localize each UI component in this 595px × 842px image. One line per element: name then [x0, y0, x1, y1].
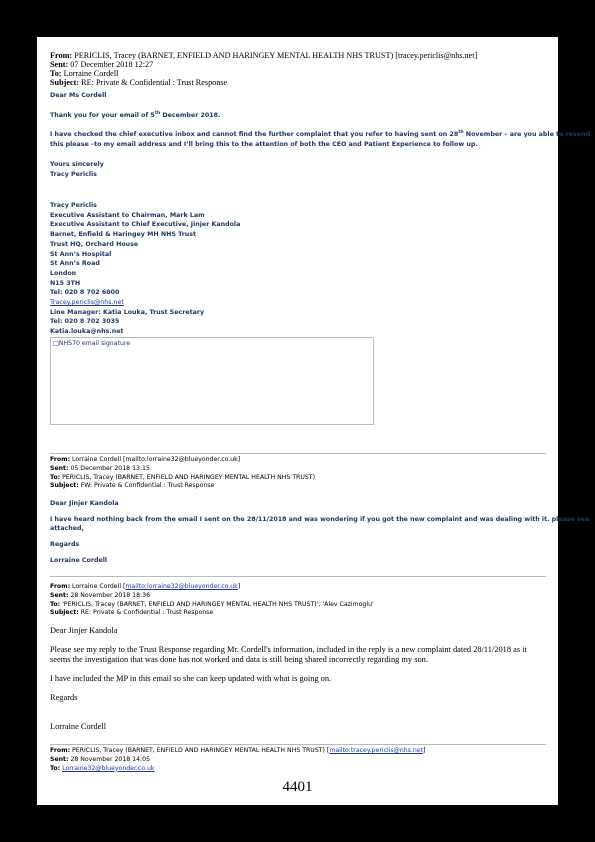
greeting: Dear Ms Cordell: [50, 92, 107, 99]
subject-line: Subject: RE: Private & Confidential : Trust Response: [50, 609, 214, 617]
sent-line: Sent: 28 November 2018 18:36: [50, 591, 151, 599]
broken-image-alt-text: □NHS70 email signature: [53, 340, 131, 347]
email-body-2: [50, 499, 589, 566]
from-line: From: Lorraine Cordell [mailto:lorraine32@blueyonder.co.uk]: [50, 583, 241, 590]
to-line: To: PERICLIS, Tracey (BARNET, ENFIELD AND HARINGEY MENTAL HEALTH NHS TRUST): [50, 473, 316, 481]
sent-line: Sent: 05 December 2018 13:15: [50, 464, 150, 472]
signature-line: Barnet, Enfield & Haringey MH NHS Trust: [50, 231, 197, 239]
para-line: this please –to my email address and I’ll bring this to the attention of both the CEO and Patient Experience to follow up.: [50, 141, 478, 149]
subject-line: Subject: FW: Private & Confidential : Trust Response: [50, 482, 215, 490]
line-manager: Line Manager: Katia Louka, Trust Secretary: [50, 308, 205, 316]
signature-line: St Ann’s Road: [50, 260, 100, 268]
signature-line: Executive Assistant to Chief Executive, Jinjer Kandola: [50, 221, 241, 229]
signature-line: N15 3TH: [50, 279, 81, 287]
para-line: I have included the MP in this email so she can keep updated with what is going on.: [50, 674, 332, 683]
document-page: [37, 37, 590, 805]
from-line: From: PERICLIS, Tracey (BARNET, ENFIELD AND HARINGEY MENTAL HEALTH NHS TRUST) [mailto:tracey.periclis@nhs.net]: [50, 747, 426, 754]
from-line: From: PERICLIS, Tracey (BARNET, ENFIELD AND HARINGEY MENTAL HEALTH NHS TRUST) [tracey.periclis@nhs.net]: [50, 51, 478, 60]
subject-line: Subject: RE: Private & Confidential : Trust Response: [50, 78, 228, 87]
recipient-link[interactable]: Lorraine32@blueyonder.co.uk: [62, 764, 155, 772]
page-number: 4401: [282, 779, 313, 795]
email-header-3: [50, 583, 374, 618]
regards: Regards: [50, 693, 78, 702]
email-body-1: [50, 91, 590, 179]
email-body-3: [50, 626, 527, 732]
to-line: To: 'PERICLIS, Tracey (BARNET, ENFIELD AND HARINGEY MENTAL HEALTH NHS TRUST)'; 'Alev Cazimoglu': [50, 600, 374, 608]
email-header-2: [50, 456, 315, 491]
sign-name: Tracy Periclis: [50, 170, 97, 178]
email-header-4: [50, 747, 425, 773]
signature-line: St Ann’s Hospital: [50, 250, 112, 258]
para-line: I have checked the chief executive inbox and cannot find the further complaint that you refer to having sent on 28th November – are you able to resend: [50, 130, 590, 139]
line-manager-email: Katia.louka@nhs.net: [50, 328, 124, 336]
thanks-line: Thank you for your email of 5th December 2018.: [50, 110, 221, 119]
mailto-link[interactable]: mailto:lorraine32@blueyonder.co.uk: [125, 583, 238, 590]
greeting: Dear Jinjer Kandola: [50, 500, 119, 507]
closing: Yours sincerely: [50, 160, 104, 168]
email-link[interactable]: Tracey.periclis@nhs.net: [50, 299, 124, 307]
sender-name: Lorraine Cordell: [50, 556, 108, 564]
to-line: To: Lorraine32@blueyonder.co.uk: [50, 764, 155, 772]
divider: [50, 576, 546, 577]
para-line: I have heard nothing back from the email I sent on the 28/11/2018 and was wondering if you got the new complaint and was dealing with it. please see: [50, 515, 590, 523]
signature-line: London: [50, 269, 77, 277]
signature-line: Tracy Periclis: [50, 202, 97, 209]
para-line: seems the investigation that was done has not worked and data is still being shared incorrectly regarding my son.: [50, 655, 428, 664]
greeting: Dear Jinjer Kandola: [50, 626, 118, 635]
signature-line: Trust HQ, Orchard House: [50, 240, 139, 248]
sender-name: Lorraine Cordell: [50, 722, 107, 731]
to-line: To: Lorraine Cordell: [50, 69, 119, 78]
regards: Regards: [50, 541, 80, 549]
para-line: attached,: [50, 525, 84, 533]
mailto-link[interactable]: mailto:tracey.periclis@nhs.net: [329, 747, 424, 754]
signature-line: Executive Assistant to Chairman, Mark Lam: [50, 211, 205, 219]
signature-image: [50, 337, 374, 425]
signature-line: Tel: 020 8 702 6000: [50, 289, 120, 297]
divider: [50, 453, 546, 454]
from-line: From: Lorraine Cordell [mailto:lorraine32@blueyonder.co.uk]: [50, 456, 241, 463]
signature-block: [50, 201, 240, 337]
sent-line: Sent: 07 December 2018 12:27: [50, 60, 154, 69]
line-manager-tel: Tel: 020 8 702 3035: [50, 318, 120, 326]
para-line: Please see my reply to the Trust Response regarding Mr. Cordell's information, included in the reply is a new complaint dated 28/11/2018 as it: [50, 645, 527, 654]
divider: [50, 744, 546, 745]
sent-line: Sent: 28 November 2018 14:05: [50, 755, 151, 763]
email-header-1: [50, 51, 477, 87]
